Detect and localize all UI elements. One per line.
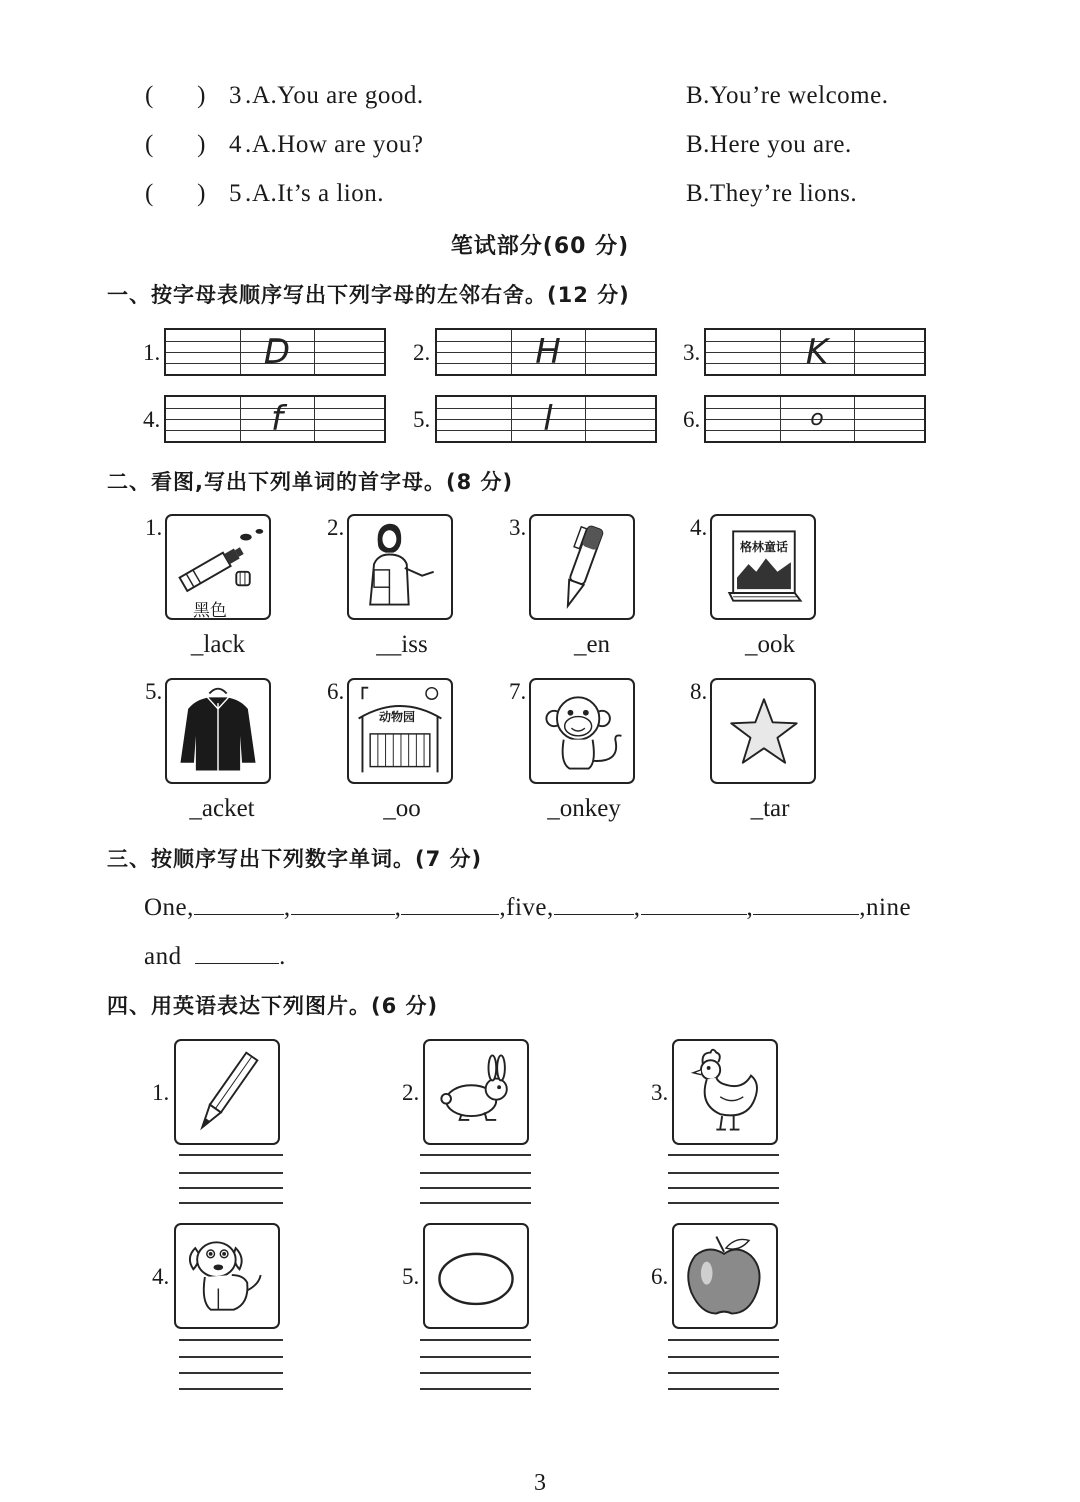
writing-line[interactable] xyxy=(179,1154,283,1156)
comma: , xyxy=(283,894,291,921)
hen-icon xyxy=(672,1039,778,1145)
word-blank[interactable]: __iss xyxy=(376,631,428,658)
writing-line[interactable] xyxy=(668,1339,779,1341)
comma: , xyxy=(187,894,194,921)
image-label: 格林童话 xyxy=(740,540,789,554)
word-five: five xyxy=(506,894,548,921)
item-number: 8. xyxy=(690,679,708,704)
writing-line[interactable] xyxy=(420,1388,531,1390)
writing-line[interactable] xyxy=(420,1154,531,1156)
letter-grid[interactable] xyxy=(704,395,926,443)
item-number: 7. xyxy=(509,679,527,704)
item-number: 1. xyxy=(143,340,161,365)
item-number: 2. xyxy=(327,515,345,540)
section1-heading: 一、按字母表顺序写出下列字母的左邻右舍。(12 分) xyxy=(107,283,630,307)
page-number: 3 xyxy=(534,1470,546,1496)
apple-icon xyxy=(672,1223,778,1329)
rabbit-icon xyxy=(423,1039,529,1145)
option-a: A.How are you? xyxy=(252,131,424,158)
item-number: 4 xyxy=(229,131,242,158)
writing-line[interactable] xyxy=(668,1202,779,1204)
option-a: A.It’s a lion. xyxy=(252,180,384,207)
answer-blank[interactable] xyxy=(753,892,859,915)
comma: , xyxy=(859,894,867,921)
comma: , xyxy=(633,894,641,921)
writing-line[interactable] xyxy=(668,1388,779,1390)
item-number: 3 xyxy=(229,82,242,109)
item-dot: . xyxy=(245,180,252,207)
item-number: 3. xyxy=(651,1080,669,1105)
option-b: B.They’re lions. xyxy=(686,180,858,207)
word-one: One xyxy=(144,894,188,921)
pen-icon xyxy=(529,514,635,620)
writing-line[interactable] xyxy=(420,1339,531,1341)
writing-line[interactable] xyxy=(420,1187,531,1189)
writing-line[interactable] xyxy=(420,1372,531,1374)
writing-line[interactable] xyxy=(179,1187,283,1189)
answer-blank[interactable] xyxy=(401,892,499,915)
comma: , xyxy=(746,894,754,921)
period: . xyxy=(279,943,286,970)
comma: , xyxy=(547,894,554,921)
item-dot: . xyxy=(245,131,252,158)
writing-line[interactable] xyxy=(420,1172,531,1174)
image-label: 动物园 xyxy=(379,710,416,724)
writing-line[interactable] xyxy=(179,1339,283,1341)
section4-heading: 四、用英语表达下列图片。(6 分) xyxy=(107,994,439,1018)
dog-icon xyxy=(174,1223,280,1329)
answer-blank[interactable] xyxy=(641,892,747,915)
item-number: 5. xyxy=(413,407,431,432)
item-number: 4. xyxy=(152,1264,170,1289)
given-letter: K xyxy=(805,332,829,372)
option-b: B.You’re welcome. xyxy=(686,82,889,109)
writing-line[interactable] xyxy=(179,1372,283,1374)
item-number: 3. xyxy=(683,340,701,365)
word-blank[interactable]: _ook xyxy=(745,631,795,658)
word-and: and xyxy=(144,943,182,970)
writing-line[interactable] xyxy=(179,1356,283,1358)
item-number: 4. xyxy=(143,407,161,432)
item-dot: . xyxy=(245,82,252,109)
oval-icon xyxy=(423,1223,529,1329)
monkey-icon xyxy=(529,678,635,784)
paint-tube-icon xyxy=(165,514,271,620)
item-number: 2. xyxy=(413,340,431,365)
comma: , xyxy=(499,894,507,921)
answer-blank[interactable] xyxy=(291,892,395,915)
given-letter: f xyxy=(271,399,283,439)
section3-heading: 三、按顺序写出下列数字单词。(7 分) xyxy=(107,847,483,871)
writing-line[interactable] xyxy=(420,1202,531,1204)
writing-line[interactable] xyxy=(179,1172,283,1174)
answer-blank[interactable] xyxy=(554,892,634,915)
zoo-icon xyxy=(347,678,453,784)
star-icon xyxy=(710,678,816,784)
given-letter: l xyxy=(543,399,553,439)
writing-line[interactable] xyxy=(179,1388,283,1390)
item-number: 3. xyxy=(509,515,527,540)
writing-line[interactable] xyxy=(668,1154,779,1156)
given-letter: H xyxy=(535,332,561,372)
word-blank[interactable]: _acket xyxy=(189,795,255,822)
number-sequence-line-2 xyxy=(144,941,286,971)
item-number: 4. xyxy=(690,515,708,540)
item-number: 5 xyxy=(229,180,242,207)
item-number: 6. xyxy=(651,1264,669,1289)
word-blank[interactable]: _lack xyxy=(190,631,246,658)
item-number: 6. xyxy=(327,679,345,704)
letter-grid[interactable] xyxy=(435,328,657,376)
writing-line[interactable] xyxy=(420,1356,531,1358)
image-label: 黑色 xyxy=(193,601,227,621)
writing-line[interactable] xyxy=(668,1372,779,1374)
option-a: A.You are good. xyxy=(252,82,424,109)
pencil-icon xyxy=(174,1039,280,1145)
writing-line[interactable] xyxy=(668,1356,779,1358)
word-nine: nine xyxy=(866,894,912,921)
teacher-icon xyxy=(347,514,453,620)
word-blank[interactable]: _oo xyxy=(383,795,421,822)
writing-line[interactable] xyxy=(179,1202,283,1204)
section2-heading: 二、看图,写出下列单词的首字母。(8 分) xyxy=(107,470,514,494)
answer-blank[interactable] xyxy=(195,941,279,964)
item-number: 5. xyxy=(402,1264,420,1289)
letter-grid[interactable] xyxy=(704,328,926,376)
book-icon xyxy=(710,514,816,620)
item-number: 2. xyxy=(402,1080,420,1105)
writing-line[interactable] xyxy=(668,1172,779,1174)
answer-paren[interactable]: ( ) xyxy=(145,82,206,109)
answer-blank[interactable] xyxy=(194,892,284,915)
word-blank[interactable]: _onkey xyxy=(547,795,621,822)
option-b: B.Here you are. xyxy=(686,131,852,158)
given-letter: o xyxy=(810,406,824,431)
item-number: 1. xyxy=(152,1080,170,1105)
letter-grid[interactable] xyxy=(435,395,657,443)
number-sequence-line xyxy=(144,892,911,922)
written-section-title: 笔试部分(60 分) xyxy=(450,234,630,259)
comma: , xyxy=(394,894,402,921)
word-blank[interactable]: _tar xyxy=(750,795,790,822)
answer-paren[interactable]: ( ) xyxy=(145,131,206,158)
item-number: 6. xyxy=(683,407,701,432)
answer-paren[interactable]: ( ) xyxy=(145,180,206,207)
letter-grid[interactable] xyxy=(164,328,386,376)
item-number: 5. xyxy=(145,679,163,704)
jacket-icon xyxy=(165,678,271,784)
letter-grid[interactable] xyxy=(164,395,386,443)
word-blank[interactable]: _en xyxy=(573,631,611,658)
writing-line[interactable] xyxy=(668,1187,779,1189)
given-letter: D xyxy=(263,332,291,372)
item-number: 1. xyxy=(145,515,163,540)
